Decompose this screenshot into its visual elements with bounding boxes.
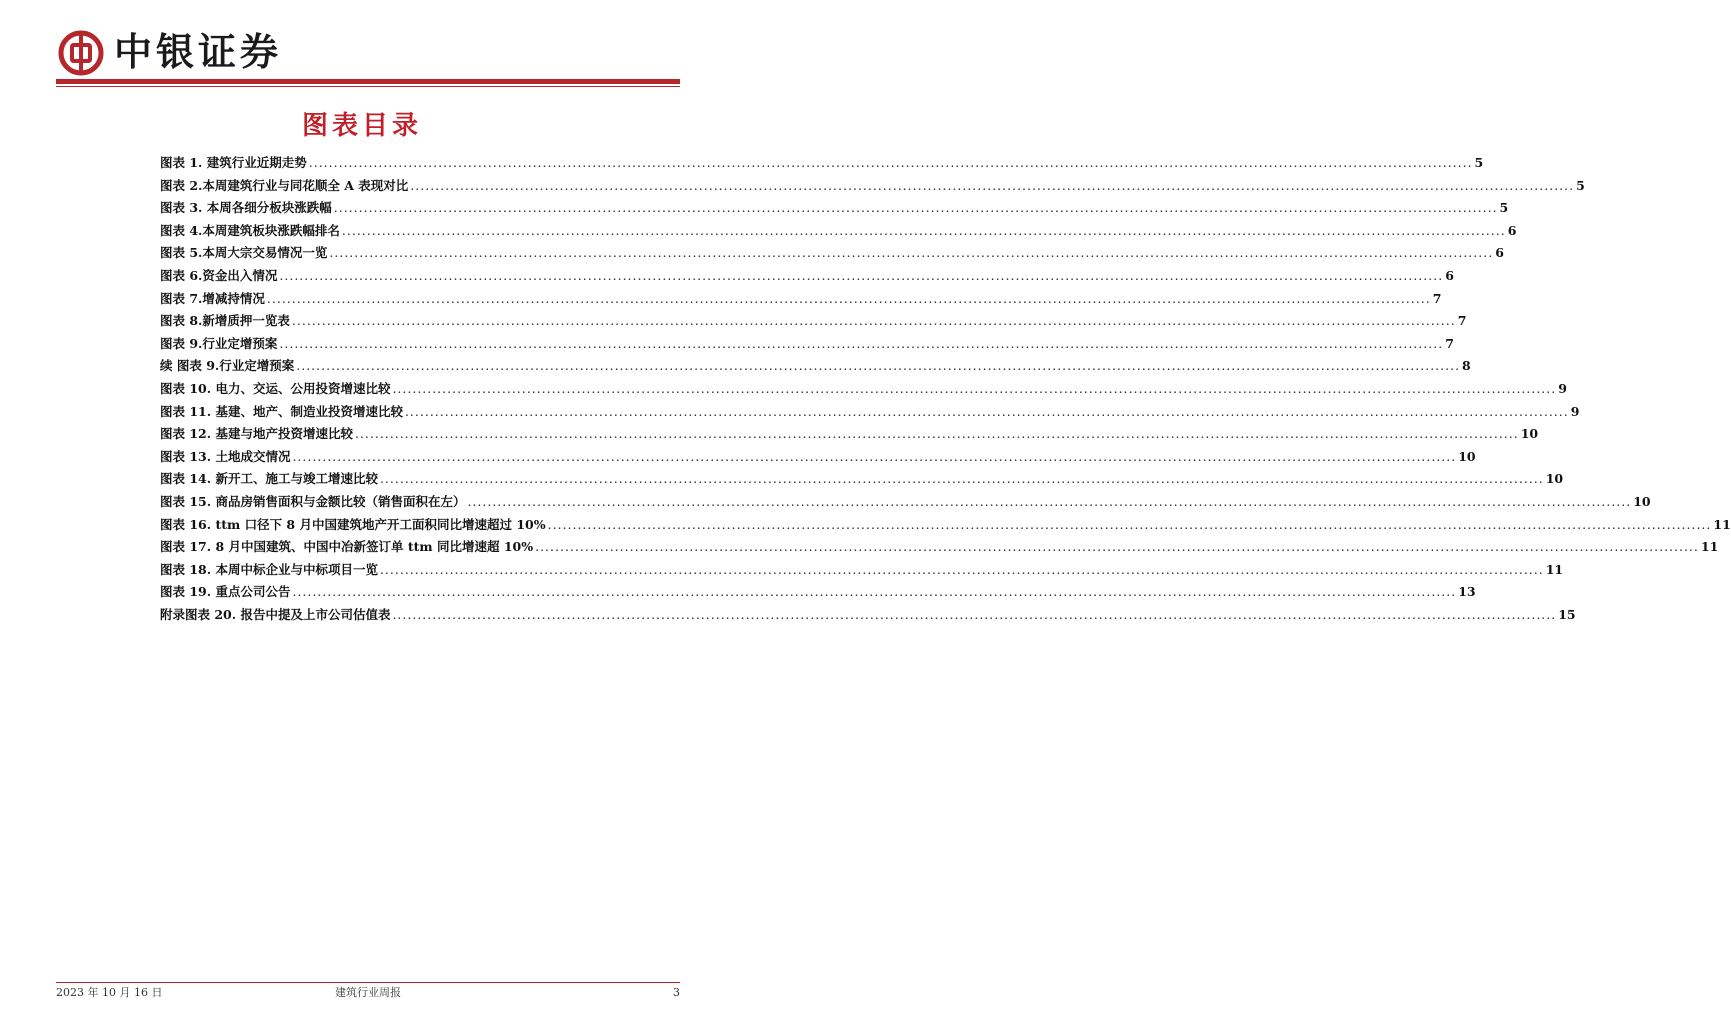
toc-entry-page: 5 [1474, 155, 1484, 170]
toc-entry-label: 图表 7.增减持情况 [160, 290, 265, 306]
toc-entry-page: 7 [1445, 335, 1454, 351]
toc-entry[interactable] [160, 378, 1567, 401]
toc-leader-dots [334, 197, 1498, 220]
page-footer [56, 985, 680, 1001]
toc-entry-page: 9 [1558, 380, 1567, 396]
toc-leader-dots [279, 333, 1443, 356]
bank-of-china-logo-icon [58, 30, 104, 76]
footer-page-number: 3 [673, 986, 680, 999]
toc-entry[interactable] [160, 310, 1467, 333]
toc-entry-label: 图表 13. 土地成交情况 [160, 448, 291, 464]
toc-entry-label: 图表 11. 基建、地产、制造业投资增速比较 [160, 403, 403, 419]
toc-entry-page: 10 [1520, 426, 1539, 442]
toc-entry-page: 9 [1570, 403, 1580, 419]
toc-entry-page: 6 [1507, 222, 1517, 238]
toc-leader-dots [292, 310, 1456, 333]
toc-leader-dots [405, 401, 1569, 424]
footer-report-name: 建筑行业周报 [335, 986, 401, 999]
toc-title: 图表目录 [301, 111, 422, 141]
toc-entry-label: 图表 10. 电力、交运、公用投资增速比较 [160, 380, 391, 396]
brand-name: 中银证券 [114, 30, 283, 74]
toc-entry-label: 图表 5.本周大宗交易情况一览 [160, 245, 328, 261]
toc-entry-page: 7 [1457, 313, 1467, 329]
toc-entry-label: 图表 19. 重点公司公告 [160, 584, 291, 600]
footer-date: 2023 年 10 月 16 日 [56, 986, 163, 999]
toc-entry[interactable] [160, 175, 1585, 198]
toc-entry-page: 10 [1458, 448, 1476, 464]
toc-leader-dots [380, 559, 1544, 582]
toc-entry[interactable] [160, 197, 1509, 220]
toc-entry-label: 图表 12. 基建与地产投资增速比较 [160, 426, 353, 442]
toc-entry[interactable] [160, 446, 1476, 469]
toc-leader-dots [296, 355, 1460, 378]
toc-leader-dots [392, 604, 1556, 627]
toc-entry-page: 5 [1576, 177, 1585, 193]
toc-leader-dots [380, 468, 1544, 491]
header-rule [56, 79, 680, 84]
toc-entry-label: 图表 14. 新开工、施工与竣工增速比较 [160, 471, 378, 487]
toc-entry-label: 图表 16. ttm 口径下 8 月中国建筑地产开工面积同比增速超过 10% [160, 516, 546, 532]
footer-rule [56, 982, 680, 983]
toc-entry[interactable] [160, 242, 1504, 265]
toc-leader-dots [279, 265, 1443, 288]
toc-entry-label: 图表 3. 本周各细分板块涨跌幅 [160, 200, 332, 216]
toc-entry[interactable] [160, 514, 1731, 537]
toc-entry-label: 附录图表 20. 报告中提及上市公司估值表 [160, 606, 391, 622]
toc-entry-page: 8 [1462, 358, 1471, 374]
toc-entry[interactable] [160, 220, 1517, 243]
toc-entry[interactable] [160, 265, 1454, 288]
toc-entry-label: 图表 15. 商品房销售面积与金额比较（销售面积在左） [160, 493, 466, 509]
toc-entry[interactable] [160, 423, 1539, 446]
toc-entry-page: 5 [1499, 200, 1509, 216]
toc-entry-label: 图表 18. 本周中标企业与中标项目一览 [160, 561, 378, 577]
toc-leader-dots [467, 491, 1631, 514]
toc-entry[interactable] [160, 468, 1564, 491]
toc-entry-page: 15 [1558, 606, 1576, 622]
toc-leader-dots [355, 423, 1519, 446]
toc-entry-label: 图表 6.资金出入情况 [160, 267, 278, 283]
toc-leader-dots [410, 175, 1574, 198]
toc-leader-dots [392, 378, 1556, 401]
toc-entry-label: 图表 2.本周建筑行业与同花顺全 A 表现对比 [160, 177, 409, 193]
toc-leader-dots [292, 446, 1456, 469]
toc-entry-label: 图表 8.新增质押一览表 [160, 313, 290, 329]
toc-leader-dots [329, 242, 1493, 265]
toc-entry[interactable] [160, 581, 1476, 604]
toc-entry[interactable] [160, 152, 1484, 175]
toc-leader-dots [342, 220, 1506, 243]
toc-entry[interactable] [160, 288, 1442, 311]
toc-entry-page: 11 [1713, 516, 1731, 532]
toc-entry-label: 图表 17. 8 月中国建筑、中国中冶新签订单 ttm 同比增速超 10% [160, 539, 534, 555]
toc-entry-label: 图表 4.本周建筑板块涨跌幅排名 [160, 222, 340, 238]
toc-entry-label: 图表 9.行业定增预案 [160, 335, 278, 351]
toc-leader-dots [292, 581, 1456, 604]
toc-entry-page: 6 [1495, 245, 1504, 261]
toc-entry-page: 13 [1458, 584, 1476, 600]
toc-entry[interactable] [160, 491, 1651, 514]
toc-entry-page: 11 [1545, 561, 1564, 577]
toc-entry[interactable] [160, 604, 1576, 627]
toc-entry-page: 10 [1545, 471, 1564, 487]
toc-leader-dots [309, 152, 1473, 175]
toc-leader-dots [535, 536, 1699, 559]
toc-entry-label: 续 图表 9.行业定增预案 [160, 358, 295, 374]
toc-entry[interactable] [160, 536, 1719, 559]
toc-entry[interactable] [160, 333, 1454, 356]
toc-entry-label: 图表 1. 建筑行业近期走势 [160, 155, 307, 170]
toc-entry-page: 10 [1633, 493, 1651, 509]
toc-entry[interactable] [160, 355, 1471, 378]
toc-entry[interactable] [160, 559, 1564, 582]
toc-leader-dots [548, 514, 1712, 537]
page-header [0, 0, 724, 90]
header-rule-thin [56, 86, 680, 87]
toc-entry[interactable] [160, 401, 1580, 424]
toc-entry-page: 6 [1445, 267, 1454, 283]
toc-entry-page: 7 [1432, 290, 1442, 306]
toc-list [160, 152, 1731, 626]
toc-leader-dots [267, 288, 1431, 311]
toc-entry-page: 11 [1700, 539, 1719, 555]
